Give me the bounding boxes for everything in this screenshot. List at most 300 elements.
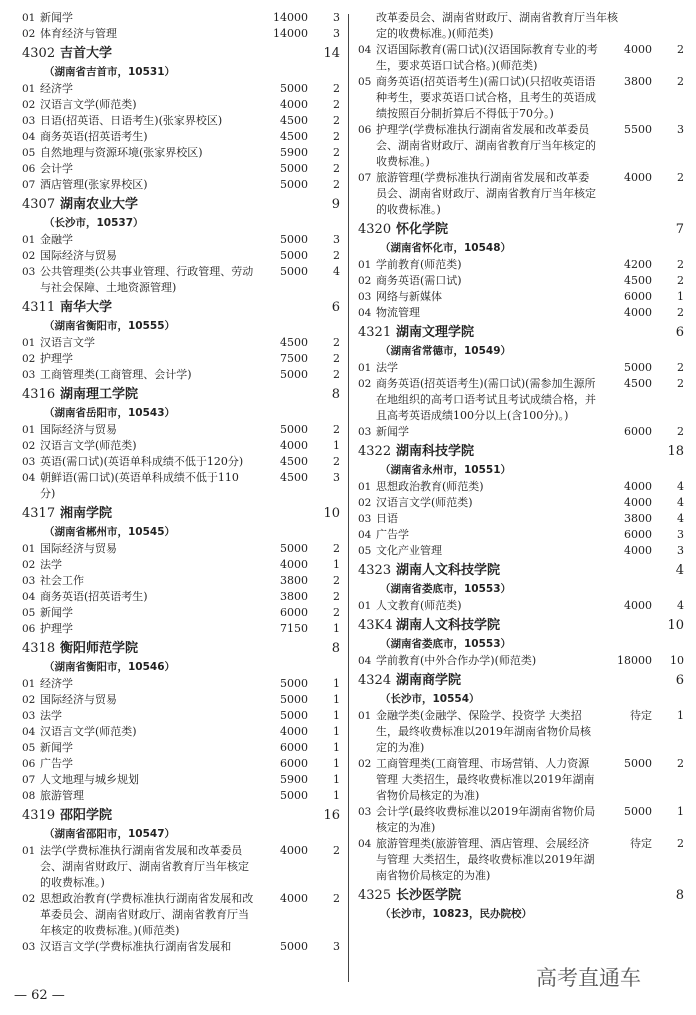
major-number: 03 <box>22 710 36 722</box>
school-name: 湖南理工学院 <box>60 387 139 402</box>
tuition-fee: 5000 <box>280 940 308 953</box>
major-number: 02 <box>22 694 36 706</box>
major-name: 汉语言文学 <box>40 336 95 349</box>
major-name: 旅游管理(学费标准执行湖南省发展和改革委员会、湖南省财政厅、湖南省教育厅当年核定的收费标准。) <box>376 171 596 216</box>
enrollment-count: 2 <box>677 757 684 770</box>
major-number: 06 <box>22 623 36 635</box>
major-number: 02 <box>358 758 372 770</box>
tuition-fee: 6000 <box>280 741 308 754</box>
enrollment-count: 2 <box>677 425 684 438</box>
school-name: 怀化学院 <box>396 222 449 237</box>
enrollment-count: 2 <box>677 306 684 319</box>
major-row <box>22 351 340 367</box>
school-location: （湖南省怀化市，10548） <box>380 242 512 254</box>
major-number: 05 <box>358 76 372 88</box>
enrollment-count: 1 <box>333 789 340 802</box>
major-name: 汉语言文学(师范类) <box>376 496 473 509</box>
major-row <box>22 454 340 470</box>
enrollment-count: 3 <box>677 528 684 541</box>
school-location: （湖南省常德市，10549） <box>380 345 512 357</box>
major-number: 03 <box>22 575 36 587</box>
tuition-fee: 5000 <box>280 82 308 95</box>
school-total: 6 <box>675 325 684 340</box>
school-code: 4317 <box>22 506 56 521</box>
enrollment-count: 2 <box>677 837 684 850</box>
major-row <box>22 264 340 296</box>
school-total: 9 <box>331 197 340 212</box>
major-name: 会计学(最终收费标准以2019年湖南省物价局核定的为准) <box>376 805 596 834</box>
tuition-fee: 5000 <box>280 693 308 706</box>
major-row <box>22 81 340 97</box>
major-row <box>22 10 340 26</box>
tuition-fee: 18000 <box>617 654 652 667</box>
school-total: 8 <box>331 641 340 656</box>
enrollment-count: 4 <box>677 480 684 493</box>
major-row <box>22 232 340 248</box>
enrollment-count: 2 <box>333 542 340 555</box>
enrollment-count: 2 <box>333 574 340 587</box>
major-name: 汉语言文学(师范类) <box>40 98 137 111</box>
enrollment-count: 3 <box>333 233 340 246</box>
major-number: 01 <box>22 543 36 555</box>
school-name: 湘南学院 <box>60 506 113 521</box>
major-name: 文化产业管理 <box>376 544 442 557</box>
enrollment-count: 2 <box>333 98 340 111</box>
major-row <box>22 161 340 177</box>
major-row <box>358 289 684 305</box>
tuition-fee: 5000 <box>280 542 308 555</box>
major-number: 01 <box>358 481 372 493</box>
watermark: 高考直通车 <box>536 966 641 990</box>
major-name: 学前教育(师范类) <box>376 258 462 271</box>
tuition-fee: 4500 <box>280 336 308 349</box>
tuition-fee: 14000 <box>273 27 308 40</box>
major-row <box>22 422 340 438</box>
school-header <box>358 671 684 691</box>
tuition-fee: 5000 <box>280 265 308 278</box>
enrollment-count: 4 <box>677 496 684 509</box>
school-name: 衡阳师范学院 <box>60 641 139 656</box>
enrollment-count: 4 <box>677 512 684 525</box>
school-header <box>358 442 684 462</box>
major-name: 朝鲜语(需口试)(英语单科成绩不低于110分) <box>40 471 239 500</box>
school-location: （湖南省郴州市，10545） <box>44 526 176 538</box>
tuition-fee: 4000 <box>624 544 652 557</box>
enrollment-count: 3 <box>333 11 340 24</box>
major-row <box>358 74 684 122</box>
major-number: 01 <box>358 600 372 612</box>
school-location: （湖南省娄底市，10553） <box>380 583 512 595</box>
major-number: 02 <box>22 99 36 111</box>
enrollment-count: 1 <box>333 725 340 738</box>
major-number: 02 <box>22 559 36 571</box>
enrollment-count: 3 <box>333 471 340 484</box>
school-code: 4321 <box>358 325 392 340</box>
enrollment-count: 2 <box>333 368 340 381</box>
enrollment-count: 4 <box>333 265 340 278</box>
major-row <box>22 541 340 557</box>
tuition-fee: 4500 <box>280 471 308 484</box>
school-code: 4320 <box>358 222 392 237</box>
major-name: 体育经济与管理 <box>40 27 117 40</box>
school-header <box>22 298 340 318</box>
major-row <box>358 543 684 559</box>
major-row <box>22 708 340 724</box>
enrollment-count: 2 <box>333 590 340 603</box>
enrollment-count: 3 <box>677 544 684 557</box>
major-number: 02 <box>22 28 36 40</box>
major-name: 会计学 <box>40 162 73 175</box>
school-location: （湖南省衡阳市，10546） <box>44 661 176 673</box>
school-location: （湖南省吉首市，10531） <box>44 66 176 78</box>
school-name: 湖南人文科技学院 <box>396 618 501 633</box>
continued-text: 改革委员会、湖南省财政厅、湖南省教育厅当年核定的收费标准。)(师范类) <box>376 11 618 40</box>
school-name: 湖南人文科技学院 <box>396 563 501 578</box>
tuition-fee: 4000 <box>280 725 308 738</box>
tuition-fee: 5000 <box>624 805 652 818</box>
school-name: 湖南文理学院 <box>396 325 475 340</box>
major-name: 护理学(学费标准执行湖南省发展和改革委员会、湖南省财政厅、湖南省教育厅当年核定的收费标准。) <box>376 123 596 168</box>
major-row <box>358 42 684 74</box>
major-name: 商务英语(招英语考生)(需口试)(只招收英语语种考生，要求英语口试合格，且考生的英语成绩按照百分制折算后不得低于70分。) <box>376 75 596 120</box>
major-row <box>358 527 684 543</box>
major-number: 03 <box>358 513 372 525</box>
tuition-fee: 3800 <box>624 75 652 88</box>
enrollment-count: 2 <box>333 114 340 127</box>
school-total: 10 <box>667 618 684 633</box>
major-number: 03 <box>22 456 36 468</box>
major-row <box>22 621 340 637</box>
major-row <box>22 772 340 788</box>
tuition-fee: 4000 <box>624 43 652 56</box>
enrollment-count: 2 <box>677 75 684 88</box>
major-row <box>22 97 340 113</box>
tuition-fee: 5900 <box>280 146 308 159</box>
major-number: 03 <box>22 266 36 278</box>
enrollment-count: 1 <box>333 693 340 706</box>
major-number: 03 <box>22 115 36 127</box>
tuition-fee: 3800 <box>624 512 652 525</box>
major-name: 汉语言文学(师范类) <box>40 725 137 738</box>
enrollment-count: 2 <box>333 336 340 349</box>
tuition-fee: 3800 <box>280 590 308 603</box>
enrollment-count: 2 <box>677 43 684 56</box>
tuition-fee: 3800 <box>280 574 308 587</box>
major-number: 04 <box>22 726 36 738</box>
major-name: 英语(需口试)(英语单科成绩不低于120分) <box>40 455 244 468</box>
column-divider <box>348 14 349 982</box>
major-name: 旅游管理类(旅游管理、酒店管理、会展经济与管理 大类招生，最终收费标准以2019年湖南省物价局核定的为准) <box>376 837 595 882</box>
enrollment-count: 2 <box>333 606 340 619</box>
enrollment-count: 1 <box>333 757 340 770</box>
enrollment-count: 1 <box>677 709 684 722</box>
school-total: 4 <box>675 563 684 578</box>
enrollment-count: 2 <box>333 162 340 175</box>
enrollment-count: 1 <box>333 622 340 635</box>
enrollment-count: 2 <box>333 146 340 159</box>
major-name: 网络与新媒体 <box>376 290 442 303</box>
enrollment-count: 2 <box>333 352 340 365</box>
major-name: 日语(招英语、日语考生)(张家界校区) <box>40 114 223 127</box>
tuition-fee: 待定 <box>630 837 652 850</box>
school-code: 4319 <box>22 808 56 823</box>
major-name: 人文地理与城乡规划 <box>40 773 139 786</box>
major-name: 新闻学 <box>376 425 409 438</box>
major-name: 商务英语(需口试) <box>376 274 462 287</box>
major-name: 法学 <box>40 709 62 722</box>
major-name: 物流管理 <box>376 306 420 319</box>
major-row <box>22 573 340 589</box>
major-name: 新闻学 <box>40 741 73 754</box>
major-number: 08 <box>22 790 36 802</box>
enrollment-count: 4 <box>677 599 684 612</box>
school-header <box>358 220 684 240</box>
school-code: 4318 <box>22 641 56 656</box>
major-number: 05 <box>22 742 36 754</box>
school-code: 4324 <box>358 673 392 688</box>
school-header <box>22 806 340 826</box>
enrollment-count: 2 <box>677 361 684 374</box>
enrollment-count: 1 <box>333 558 340 571</box>
major-name: 国际经济与贸易 <box>40 423 117 436</box>
tuition-fee: 4000 <box>624 171 652 184</box>
major-name: 工商管理类(工商管理、市场营销、人力资源管理 大类招生，最终收费标准以2019年湖南省物价局核定的为准) <box>376 757 595 802</box>
enrollment-count: 3 <box>333 940 340 953</box>
school-name: 湖南商学院 <box>396 673 462 688</box>
major-row <box>22 676 340 692</box>
major-number: 01 <box>22 424 36 436</box>
major-name: 汉语言文学(学费标准执行湖南省发展和 <box>40 940 232 953</box>
school-total: 16 <box>323 808 340 823</box>
major-row <box>22 843 340 891</box>
major-row <box>358 598 684 614</box>
enrollment-count: 2 <box>677 377 684 390</box>
major-row <box>358 756 684 804</box>
school-header <box>358 323 684 343</box>
major-name: 学前教育(中外合作办学)(师范类) <box>376 654 537 667</box>
major-name: 国际经济与贸易 <box>40 542 117 555</box>
tuition-fee: 5000 <box>280 423 308 436</box>
tuition-fee: 5000 <box>280 677 308 690</box>
major-name: 汉语言文学(师范类) <box>40 439 137 452</box>
school-code: 4307 <box>22 197 56 212</box>
tuition-fee: 4500 <box>280 114 308 127</box>
major-name: 思想政治教育(师范类) <box>376 480 484 493</box>
major-number: 06 <box>22 163 36 175</box>
major-row <box>358 479 684 495</box>
enrollment-count: 1 <box>333 773 340 786</box>
tuition-fee: 6000 <box>624 425 652 438</box>
major-number: 05 <box>358 545 372 557</box>
school-name: 邵阳学院 <box>60 808 113 823</box>
tuition-fee: 5000 <box>624 361 652 374</box>
school-code: 4325 <box>358 888 392 903</box>
major-row <box>22 724 340 740</box>
school-total: 7 <box>675 222 684 237</box>
major-number: 01 <box>22 337 36 349</box>
major-row <box>22 335 340 351</box>
major-number: 01 <box>22 83 36 95</box>
tuition-fee: 7150 <box>280 622 308 635</box>
major-row <box>22 756 340 772</box>
tuition-fee: 5000 <box>280 709 308 722</box>
major-row <box>358 273 684 289</box>
major-name: 社会工作 <box>40 574 84 587</box>
major-row <box>22 605 340 621</box>
major-row <box>22 129 340 145</box>
school-code: 4311 <box>22 300 56 315</box>
major-name: 金融学 <box>40 233 73 246</box>
major-number: 01 <box>22 678 36 690</box>
school-location: （湖南省娄底市，10553） <box>380 638 512 650</box>
major-name: 法学 <box>376 361 398 374</box>
major-name: 护理学 <box>40 622 73 635</box>
major-number: 06 <box>22 758 36 770</box>
major-number: 04 <box>22 591 36 603</box>
school-header <box>358 616 684 636</box>
tuition-fee: 4000 <box>624 306 652 319</box>
tuition-fee: 待定 <box>630 709 652 722</box>
school-name: 湖南科技学院 <box>396 444 475 459</box>
major-number: 02 <box>358 275 372 287</box>
major-number: 04 <box>22 472 36 484</box>
major-number: 02 <box>22 893 36 905</box>
enrollment-count: 2 <box>333 844 340 857</box>
major-name: 人文教育(师范类) <box>376 599 462 612</box>
major-row <box>22 26 340 42</box>
major-row <box>22 891 340 939</box>
enrollment-count: 1 <box>333 741 340 754</box>
major-number: 03 <box>22 941 36 953</box>
enrollment-count: 2 <box>333 130 340 143</box>
major-number: 02 <box>358 497 372 509</box>
tuition-fee: 4000 <box>280 892 308 905</box>
major-row <box>358 653 684 669</box>
major-row <box>358 170 684 218</box>
major-name: 旅游管理 <box>40 789 84 802</box>
major-number: 04 <box>358 44 372 56</box>
school-code: 4322 <box>358 444 392 459</box>
tuition-fee: 14000 <box>273 11 308 24</box>
major-name: 工商管理类(工商管理、会计学) <box>40 368 192 381</box>
major-row <box>358 257 684 273</box>
major-row <box>358 511 684 527</box>
school-name: 长沙医学院 <box>396 888 462 903</box>
school-header <box>358 561 684 581</box>
major-number: 04 <box>358 307 372 319</box>
major-name: 思想政治教育(学费标准执行湖南省发展和改革委员会、湖南省财政厅、湖南省教育厅当年核定的收费标准。)(师范类) <box>40 892 254 937</box>
tuition-fee: 5900 <box>280 773 308 786</box>
major-name: 法学(学费标准执行湖南省发展和改革委员会、湖南省财政厅、湖南省教育厅当年核定的收费标准。) <box>40 844 249 889</box>
enrollment-count: 2 <box>333 178 340 191</box>
major-row <box>22 177 340 193</box>
left-column <box>22 10 340 955</box>
tuition-fee: 4500 <box>280 130 308 143</box>
school-code: 4323 <box>358 563 392 578</box>
major-number: 05 <box>22 607 36 619</box>
major-name: 酒店管理(张家界校区) <box>40 178 148 191</box>
major-name: 日语 <box>376 512 398 525</box>
major-row <box>22 438 340 454</box>
enrollment-count: 2 <box>677 274 684 287</box>
major-number: 07 <box>22 774 36 786</box>
major-name: 商务英语(招英语考生) <box>40 130 148 143</box>
major-number: 02 <box>358 378 372 390</box>
school-name: 吉首大学 <box>60 46 113 61</box>
enrollment-count: 2 <box>677 171 684 184</box>
major-row <box>22 470 340 502</box>
tuition-fee: 4000 <box>280 98 308 111</box>
major-number: 07 <box>358 172 372 184</box>
major-number: 03 <box>358 426 372 438</box>
major-name: 金融学类(金融学、保险学、投资学 大类招生，最终收费标准以2019年湖南省物价局核定的为准) <box>376 709 591 754</box>
major-name: 经济学 <box>40 82 73 95</box>
major-number: 07 <box>22 179 36 191</box>
major-number: 06 <box>358 124 372 136</box>
major-name: 国际经济与贸易 <box>40 693 117 706</box>
tuition-fee: 5000 <box>280 368 308 381</box>
major-number: 03 <box>22 369 36 381</box>
major-name: 广告学 <box>40 757 73 770</box>
major-row <box>22 788 340 804</box>
tuition-fee: 4000 <box>280 558 308 571</box>
tuition-fee: 5000 <box>280 249 308 262</box>
major-number: 04 <box>22 131 36 143</box>
enrollment-count: 2 <box>333 249 340 262</box>
school-code: 4316 <box>22 387 56 402</box>
major-name: 法学 <box>40 558 62 571</box>
tuition-fee: 5000 <box>624 757 652 770</box>
major-row <box>358 122 684 170</box>
major-number: 01 <box>22 12 36 24</box>
enrollment-count: 3 <box>333 27 340 40</box>
major-number: 01 <box>22 234 36 246</box>
tuition-fee: 6000 <box>280 757 308 770</box>
school-code: 43K4 <box>358 618 393 633</box>
major-row <box>22 939 340 955</box>
school-total: 6 <box>331 300 340 315</box>
tuition-fee: 5000 <box>280 178 308 191</box>
enrollment-count: 10 <box>670 654 684 667</box>
tuition-fee: 4500 <box>624 274 652 287</box>
major-number: 01 <box>22 845 36 857</box>
major-number: 01 <box>358 362 372 374</box>
school-total: 18 <box>667 444 684 459</box>
major-name: 新闻学 <box>40 606 73 619</box>
school-header <box>22 504 340 524</box>
tuition-fee: 5000 <box>280 789 308 802</box>
major-number: 01 <box>358 259 372 271</box>
enrollment-count: 1 <box>333 709 340 722</box>
tuition-fee: 4000 <box>624 480 652 493</box>
page-number: — 62 — <box>14 988 65 1003</box>
major-row <box>22 589 340 605</box>
enrollment-count: 1 <box>677 290 684 303</box>
major-number: 05 <box>22 147 36 159</box>
school-location: （湖南省衡阳市，10555） <box>44 320 176 332</box>
tuition-fee: 7500 <box>280 352 308 365</box>
major-row <box>358 836 684 884</box>
major-name: 公共管理类(公共事业管理、行政管理、劳动与社会保障、土地资源管理) <box>40 265 254 294</box>
major-row <box>358 804 684 836</box>
school-location: （湖南省邵阳市，10547） <box>44 828 176 840</box>
school-location: （长沙市，10554） <box>380 693 480 705</box>
major-number: 02 <box>22 353 36 365</box>
tuition-fee: 4000 <box>280 844 308 857</box>
major-name: 经济学 <box>40 677 73 690</box>
major-name: 新闻学 <box>40 11 73 24</box>
tuition-fee: 5000 <box>280 162 308 175</box>
